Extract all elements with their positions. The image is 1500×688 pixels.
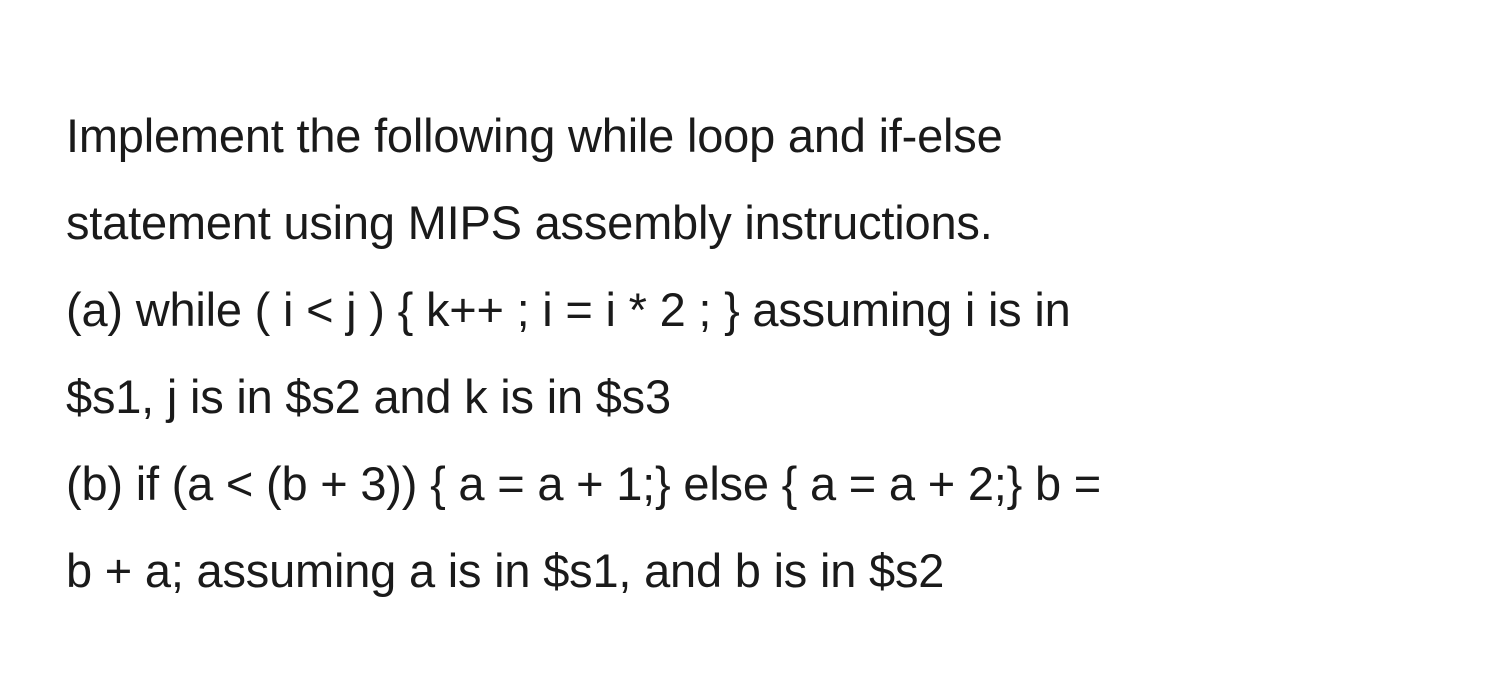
part-a-line-1: (a) while ( i < j ) { k++ ; i = i * 2 ; } assuming i is in [66, 283, 1071, 336]
part-b-line-1: (b) if (a < (b + 3)) { a = a + 1;} else { a = a + 2;} b = [66, 457, 1102, 510]
part-a-line-2: $s1, j is in $s2 and k is in $s3 [66, 370, 671, 423]
question-text [66, 92, 1466, 614]
part-b-line-2: b + a; assuming a is in $s1, and b is in $s2 [66, 544, 945, 597]
question-line-2: statement using MIPS assembly instructions. [66, 196, 993, 249]
question-line-1: Implement the following while loop and if-else [66, 109, 1003, 162]
